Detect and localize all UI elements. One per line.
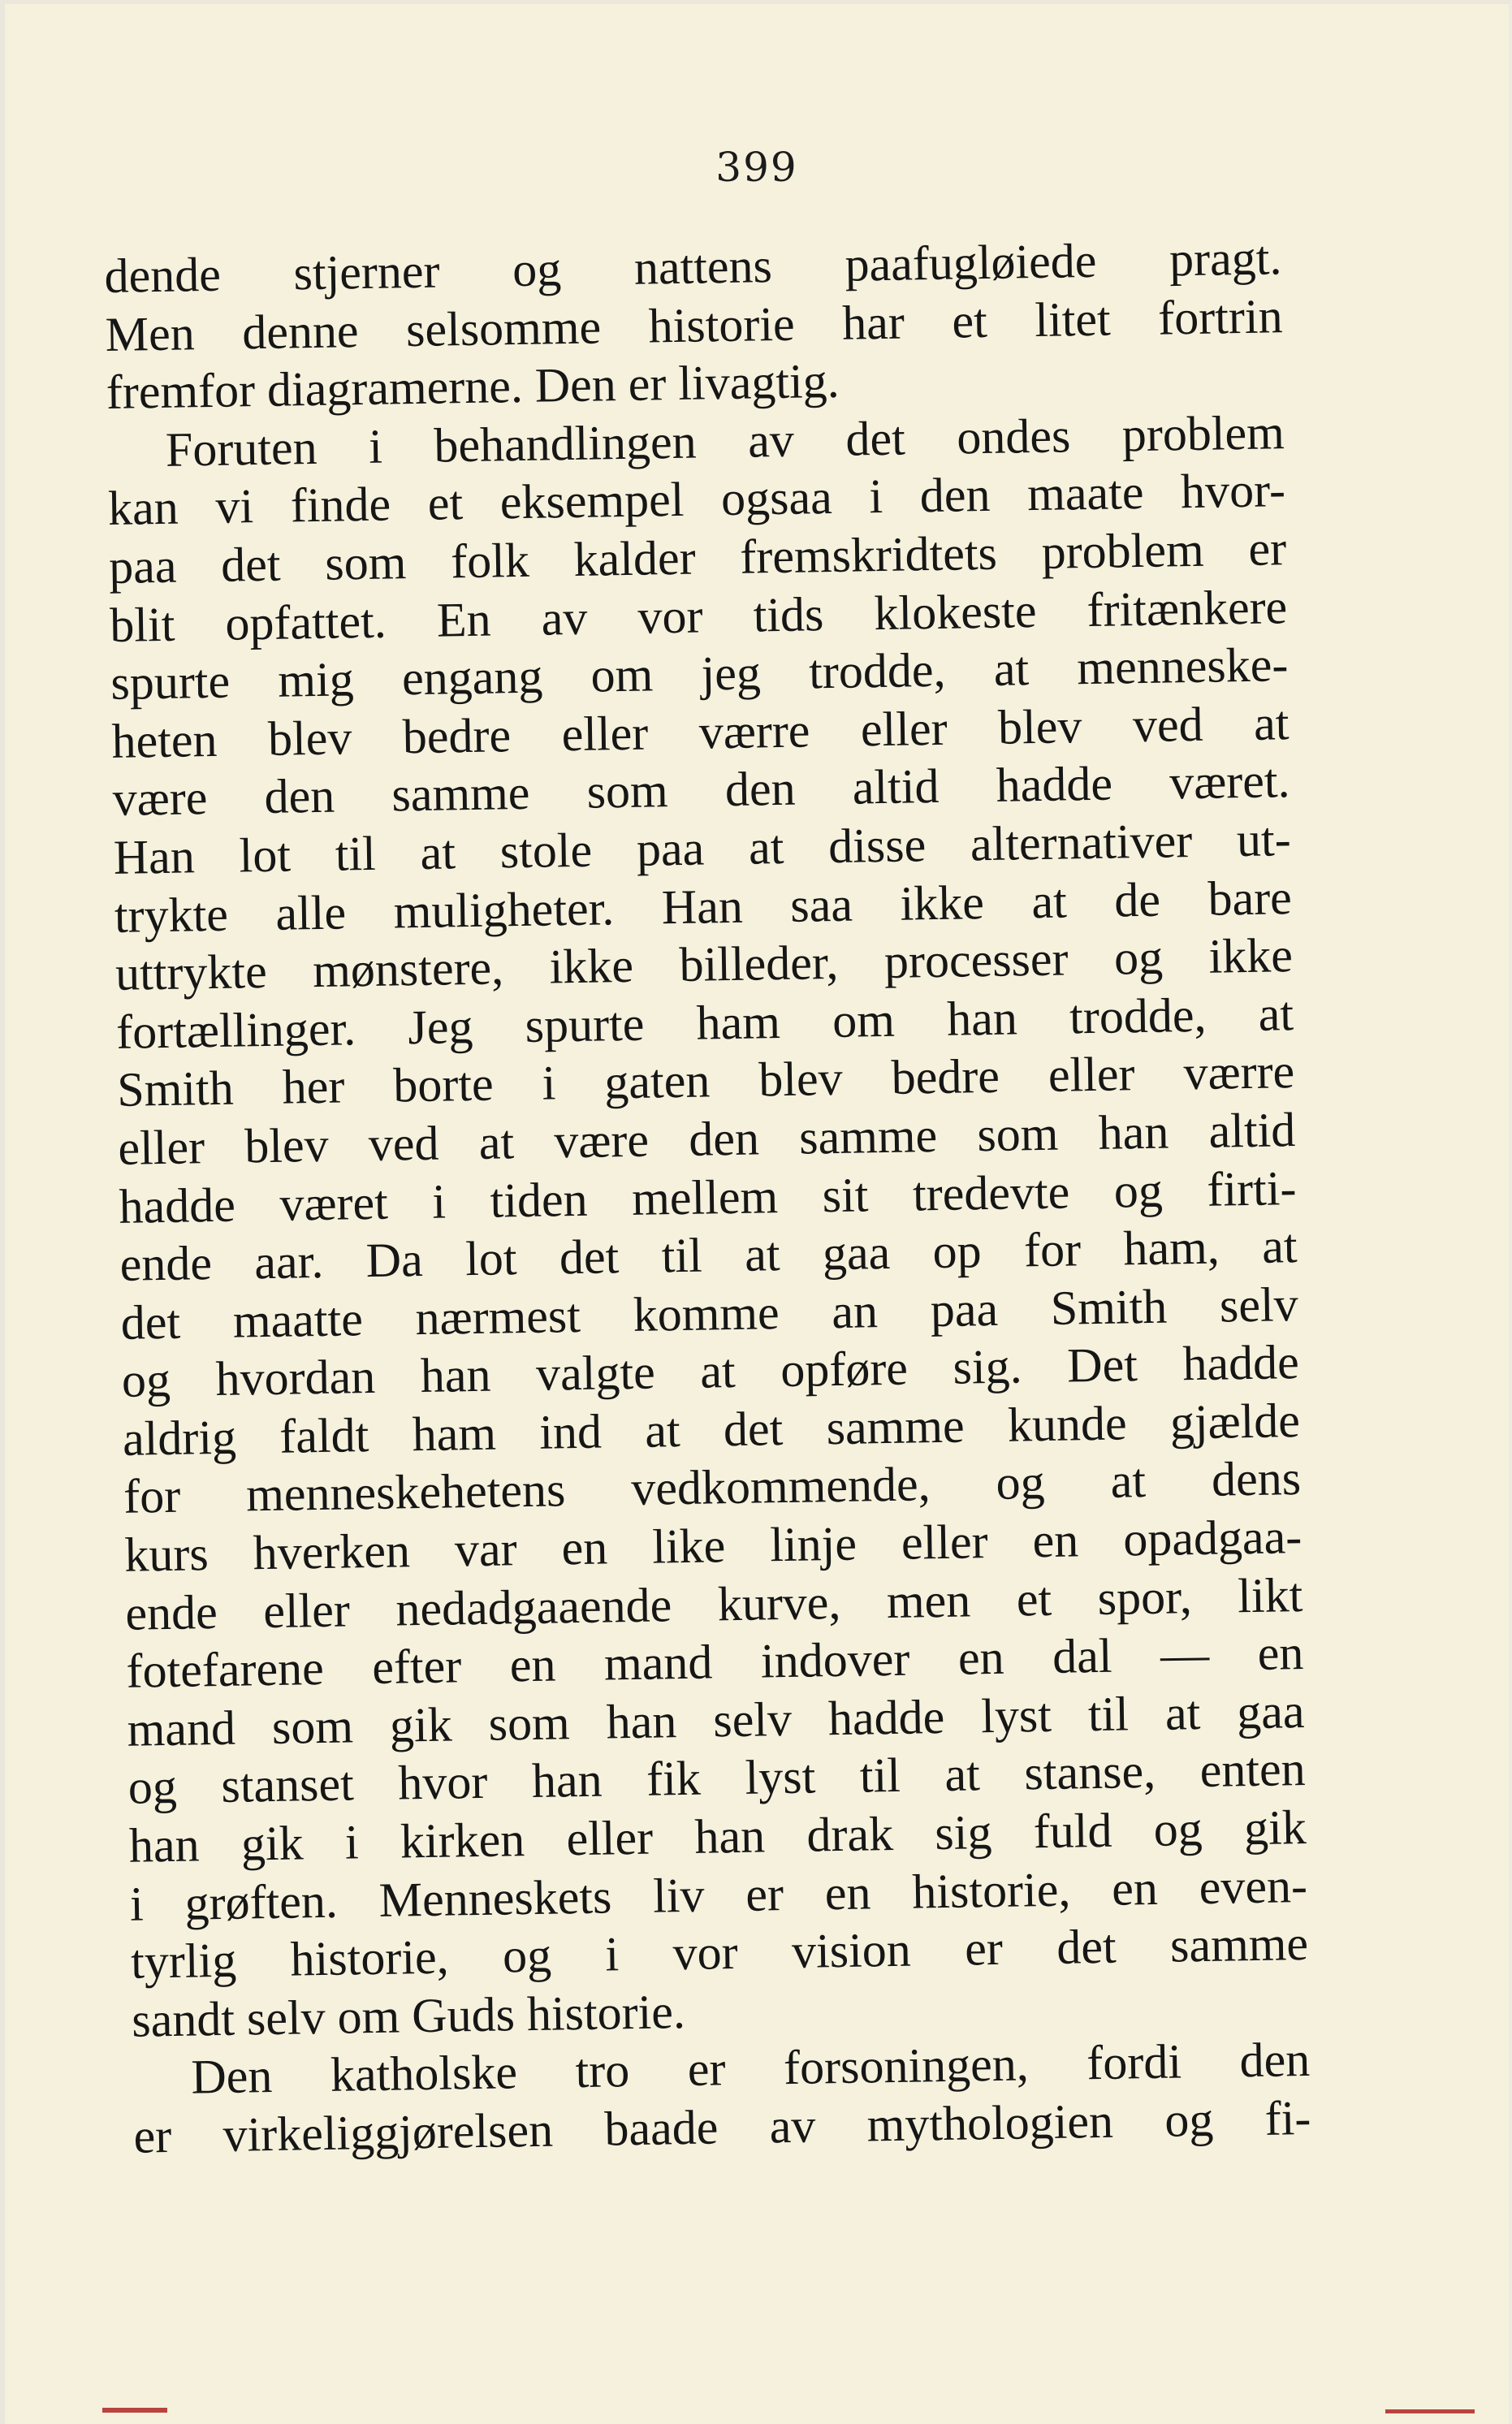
- text-line: aldrig faldt ham ind at det samme kunde gjælde: [122, 1393, 1301, 1466]
- page-number: 399: [715, 144, 798, 191]
- text-line: trykte alle muligheter. Han saa ikke at de bare: [114, 870, 1293, 943]
- text-line: i grøften. Menneskets liv er en historie, en even-: [129, 1858, 1308, 1931]
- text-line: fotefarene efter en mand indover en dal — en: [126, 1626, 1304, 1699]
- text-line: Men denne selsomme historie har et litet fortrin: [105, 288, 1284, 361]
- text-line: kan vi finde et eksempel ogsaa i den maate hvor-: [107, 463, 1286, 536]
- text-line: og hvordan han valgte at opføre sig. Det hadde: [121, 1335, 1300, 1408]
- body-text: [104, 229, 1311, 2166]
- text-line: kurs hverken var en like linje eller en opadgaa-: [123, 1510, 1302, 1582]
- text-line: fremfor diagramerne. Den er livagtig.: [106, 353, 840, 420]
- text-line: blit opfattet. En av vor tids klokeste fritænkere: [109, 579, 1288, 652]
- text-line: er virkeliggjørelsen baade av mythologien og fi-: [133, 2090, 1311, 2163]
- text-line: dende stjerner og nattens paafugløiede pragt.: [104, 231, 1282, 303]
- text-line: fortællinger. Jeg spurte ham om han trodde, at: [115, 986, 1294, 1059]
- text-line: uttrykte mønstere, ikke billeder, processer og ikke: [114, 928, 1294, 1001]
- text-line: hadde været i tiden mellem sit tredevte og firti-: [119, 1160, 1297, 1234]
- text-line: eller blev ved at være den samme som han altid: [117, 1102, 1296, 1175]
- text-line: heten blev bedre eller værre eller blev ved at: [111, 695, 1290, 768]
- text-line: det maatte nærmest komme an paa Smith selv: [120, 1277, 1299, 1350]
- text-line: for menneskehetens vedkommende, og at dens: [123, 1451, 1302, 1524]
- text-line: paa det som folk kalder fremskridtets problem er: [108, 521, 1287, 594]
- text-line: han gik i kirken eller han drak sig fuld og gik: [128, 1800, 1307, 1873]
- text-line: mand som gik som han selv hadde lyst til at gaa: [127, 1683, 1306, 1756]
- text-line: Smith her borte i gaten blev bedre eller værre: [116, 1044, 1295, 1117]
- text-line: spurte mig engang om jeg trodde, at menneske-: [110, 637, 1289, 711]
- text-line: og stanset hvor han fik lyst til at stanse, enten: [127, 1742, 1307, 1815]
- scan-edge-mark: [102, 2408, 167, 2413]
- text-line: ende eller nedadgaaende kurve, men et spor, likt: [124, 1567, 1303, 1640]
- text-line: Den katholske tro er forsoningen, fordi den: [190, 2033, 1311, 2104]
- text-line: Han lot til at stole paa at disse alternativer ut-: [113, 812, 1292, 884]
- text-line: Foruten i behandlingen av det ondes problem: [165, 404, 1285, 477]
- text-line: tyrlig historie, og i vor vision er det samme: [130, 1916, 1309, 1989]
- text-line: sandt selv om Guds historie.: [131, 1984, 686, 2047]
- text-line: ende aar. Da lot det til at gaa op for ham, at: [119, 1219, 1298, 1291]
- scan-edge-mark: [1385, 2409, 1475, 2413]
- text-line: være den samme som den altid hadde været.: [112, 754, 1291, 827]
